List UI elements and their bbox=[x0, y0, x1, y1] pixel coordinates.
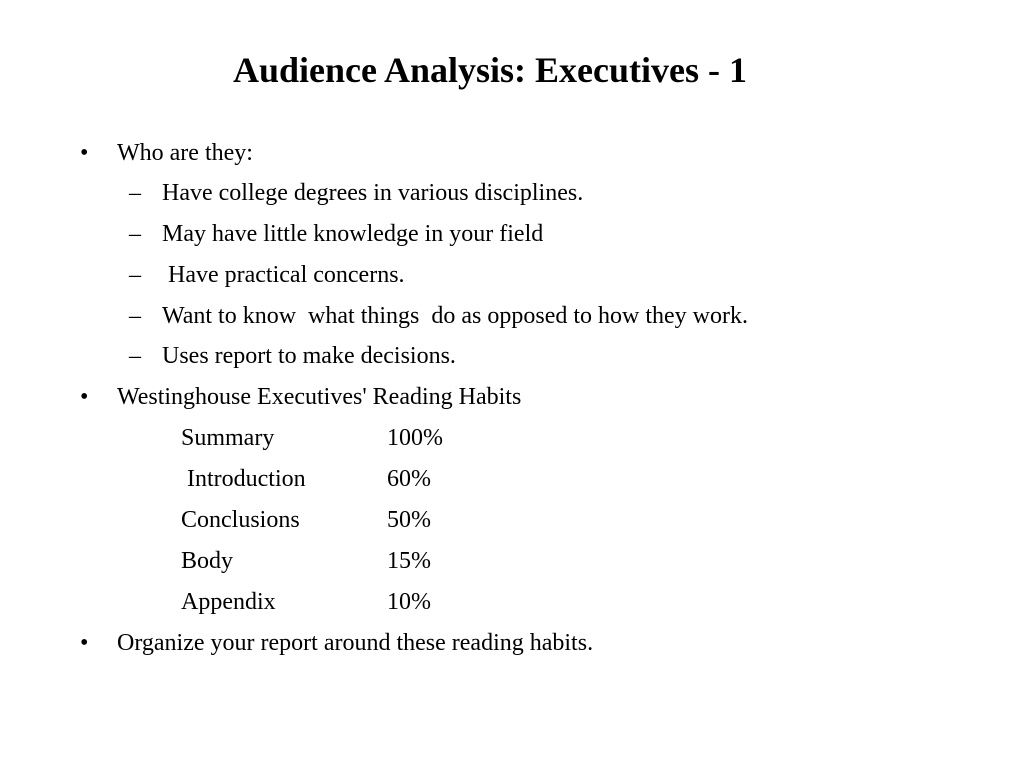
dash-marker: – bbox=[129, 303, 141, 329]
dash-marker: – bbox=[129, 262, 141, 288]
bullet-marker: • bbox=[80, 384, 89, 410]
closing-bullet: Organize your report around these reading habits. bbox=[117, 630, 594, 656]
bullet-marker: • bbox=[80, 140, 89, 166]
habit-section-body: Body bbox=[181, 548, 234, 574]
sub-item-college-degrees: Have college degrees in various disciplines. bbox=[162, 180, 584, 206]
dash-marker: – bbox=[129, 343, 141, 369]
habit-percent-conclusions: 50% bbox=[387, 507, 431, 533]
who-are-they-heading: Who are they: bbox=[117, 140, 253, 166]
sub-item-little-knowledge: May have little knowledge in your field bbox=[162, 221, 544, 247]
habit-percent-body: 15% bbox=[387, 548, 431, 574]
habit-percent-introduction: 60% bbox=[387, 466, 431, 492]
sub-item-uses-report: Uses report to make decisions. bbox=[162, 343, 456, 369]
habit-percent-summary: 100% bbox=[387, 425, 443, 451]
sub-item-want-to-know: Want to know what things do as opposed to how they work. bbox=[162, 303, 749, 329]
habit-section-summary: Summary bbox=[181, 425, 275, 451]
reading-habits-heading: Westinghouse Executives' Reading Habits bbox=[117, 384, 522, 410]
slide-title: Audience Analysis: Executives - 1 bbox=[232, 50, 747, 90]
bullet-marker: • bbox=[80, 630, 89, 656]
sub-item-practical-concerns: Have practical concerns. bbox=[162, 262, 405, 288]
habit-percent-appendix: 10% bbox=[387, 589, 431, 615]
habit-section-appendix: Appendix bbox=[181, 589, 276, 615]
dash-marker: – bbox=[129, 221, 141, 247]
habit-section-introduction: Introduction bbox=[181, 466, 306, 492]
habit-section-conclusions: Conclusions bbox=[181, 507, 300, 533]
dash-marker: – bbox=[129, 180, 141, 206]
